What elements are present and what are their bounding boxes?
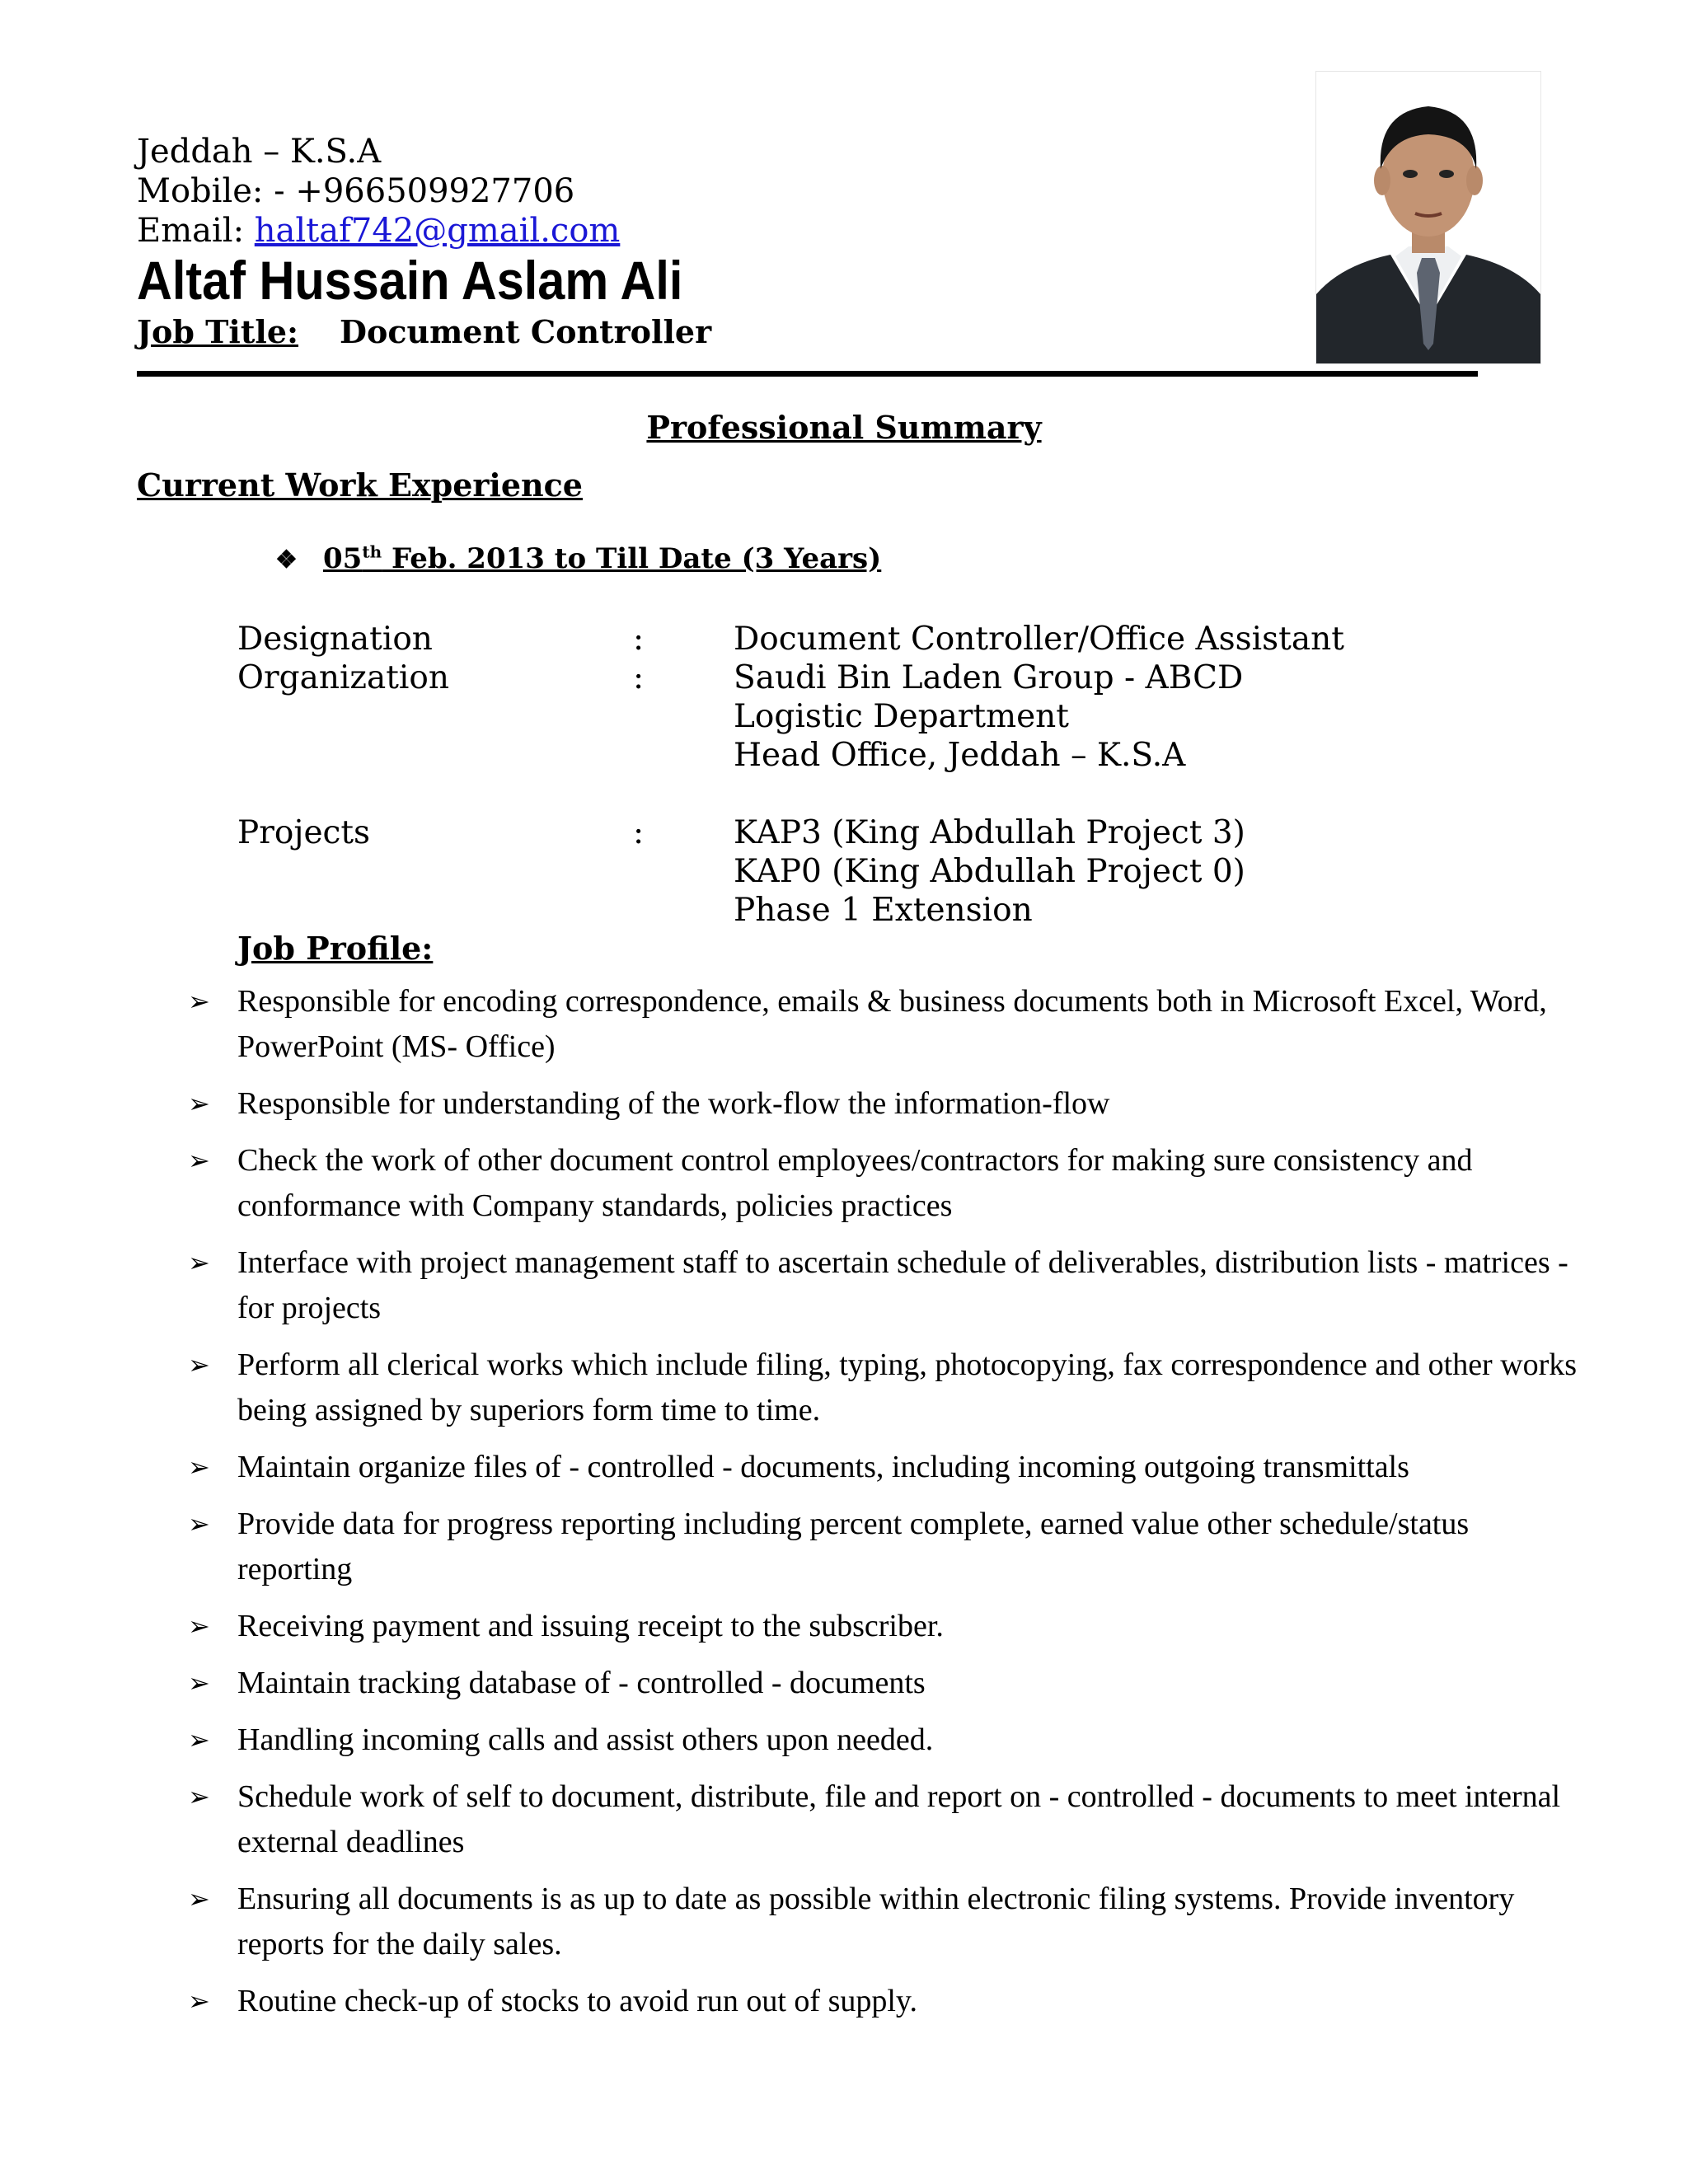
diamond-bullet-icon: ❖: [275, 546, 298, 575]
job-profile-item-text: Routine check-up of stocks to avoid run out of supply.: [237, 1984, 917, 2018]
job-profile-item: [188, 1138, 1589, 1229]
job-profile-item-text: Maintain organize files of - controlled - documents, including incoming outgoing transmittals: [237, 1450, 1409, 1484]
current-work-experience-heading: Current Work Experience: [137, 466, 583, 504]
project-item: KAP0 (King Abdullah Project 0): [734, 853, 1245, 890]
arrow-bullet-icon: ➢: [188, 1610, 210, 1642]
job-profile-item: [188, 1979, 1589, 2024]
arrow-bullet-icon: ➢: [188, 1349, 210, 1380]
designation-value: Document Controller/Office Assistant: [734, 621, 1344, 658]
job-profile-heading: Job Profile:: [237, 930, 434, 967]
job-profile-item-text: Provide data for progress reporting including percent complete, earned value other schedule/status reporting: [237, 1507, 1470, 1586]
job-profile-item: [188, 1445, 1589, 1490]
organization-department: Logistic Department: [734, 698, 1069, 735]
mobile-text: Mobile: - +966509927706: [137, 172, 575, 210]
period-day: 05: [323, 542, 363, 576]
job-profile-item: [188, 1718, 1589, 1763]
location-text: Jeddah – K.S.A: [137, 133, 382, 171]
candidate-name: Altaf Hussain Aslam Ali: [137, 250, 683, 311]
designation-colon: :: [633, 621, 645, 658]
period-text: [323, 542, 881, 575]
job-profile-list: [188, 979, 1589, 2036]
job-profile-item: [188, 979, 1589, 1070]
arrow-bullet-icon: ➢: [188, 1247, 210, 1278]
person-portrait-icon: [1316, 72, 1540, 363]
job-profile-item-text: Handling incoming calls and assist others upon needed.: [237, 1722, 934, 1757]
arrow-bullet-icon: ➢: [188, 1883, 210, 1915]
profile-photo: [1315, 71, 1541, 364]
arrow-bullet-icon: ➢: [188, 1508, 210, 1540]
arrow-bullet-icon: ➢: [188, 1724, 210, 1755]
email-link[interactable]: haltaf742@gmail.com: [254, 212, 621, 250]
email-label: Email:: [137, 212, 255, 250]
professional-summary-heading: Professional Summary: [646, 409, 1042, 446]
job-profile-item-text: Ensuring all documents is as up to date as possible within electronic filing systems. Provide inventory reports for the daily sales.: [237, 1882, 1515, 1961]
job-profile-item-text: Schedule work of self to document, distribute, file and report on - controlled - documents to meet internal external deadlines: [237, 1779, 1561, 1859]
job-profile-item: [188, 1343, 1589, 1433]
organization-colon: :: [633, 659, 645, 696]
header-divider: [137, 371, 1478, 377]
job-title-line: [137, 313, 711, 350]
job-title-label: Job Title:: [137, 313, 299, 350]
organization-value: Saudi Bin Laden Group - ABCD: [734, 659, 1244, 696]
project-item: KAP3 (King Abdullah Project 3): [734, 814, 1245, 851]
employment-period: [275, 542, 881, 575]
arrow-bullet-icon: ➢: [188, 1667, 210, 1699]
job-profile-item: [188, 1661, 1589, 1706]
projects-label: Projects: [237, 814, 371, 851]
job-profile-item: [188, 1240, 1589, 1331]
arrow-bullet-icon: ➢: [188, 986, 210, 1017]
arrow-bullet-icon: ➢: [188, 1088, 210, 1119]
designation-label: Designation: [237, 621, 433, 658]
organization-office: Head Office, Jeddah – K.S.A: [734, 737, 1186, 774]
projects-colon: :: [633, 814, 645, 851]
job-profile-item-text: Receiving payment and issuing receipt to the subscriber.: [237, 1609, 944, 1643]
contact-block: [137, 132, 620, 251]
organization-label: Organization: [237, 659, 449, 696]
project-item: Phase 1 Extension: [734, 892, 1033, 929]
arrow-bullet-icon: ➢: [188, 1451, 210, 1483]
job-profile-item: [188, 1877, 1589, 1967]
job-profile-item: [188, 1774, 1589, 1865]
period-rest: Feb. 2013 to Till Date (3 Years): [382, 542, 882, 576]
arrow-bullet-icon: ➢: [188, 1781, 210, 1812]
job-profile-item: [188, 1502, 1589, 1592]
job-profile-item: [188, 1081, 1589, 1127]
job-profile-item-text: Interface with project management staff to ascertain schedule of deliverables, distribution lists - matrices - for projects: [237, 1245, 1568, 1325]
job-profile-item-text: Check the work of other document control employees/contractors for making sure consistency and conformance with Company standards, policies practices: [237, 1143, 1473, 1223]
job-profile-item-text: Responsible for understanding of the work-flow the information-flow: [237, 1086, 1110, 1121]
arrow-bullet-icon: ➢: [188, 1145, 210, 1176]
job-profile-item: [188, 1604, 1589, 1649]
job-profile-item-text: Responsible for encoding correspondence, emails & business documents both in Microsoft Excel, Word, PowerPoint (MS- Office): [237, 984, 1547, 1064]
job-profile-item-text: Perform all clerical works which include filing, typing, photocopying, fax correspondence and other works being assigned by superiors form time to time.: [237, 1347, 1578, 1427]
job-title-value: Document Controller: [340, 313, 712, 350]
email-line: [137, 211, 620, 251]
arrow-bullet-icon: ➢: [188, 1985, 210, 2017]
job-profile-item-text: Maintain tracking database of - controlled - documents: [237, 1666, 926, 1700]
period-day-suffix: th: [362, 542, 382, 562]
